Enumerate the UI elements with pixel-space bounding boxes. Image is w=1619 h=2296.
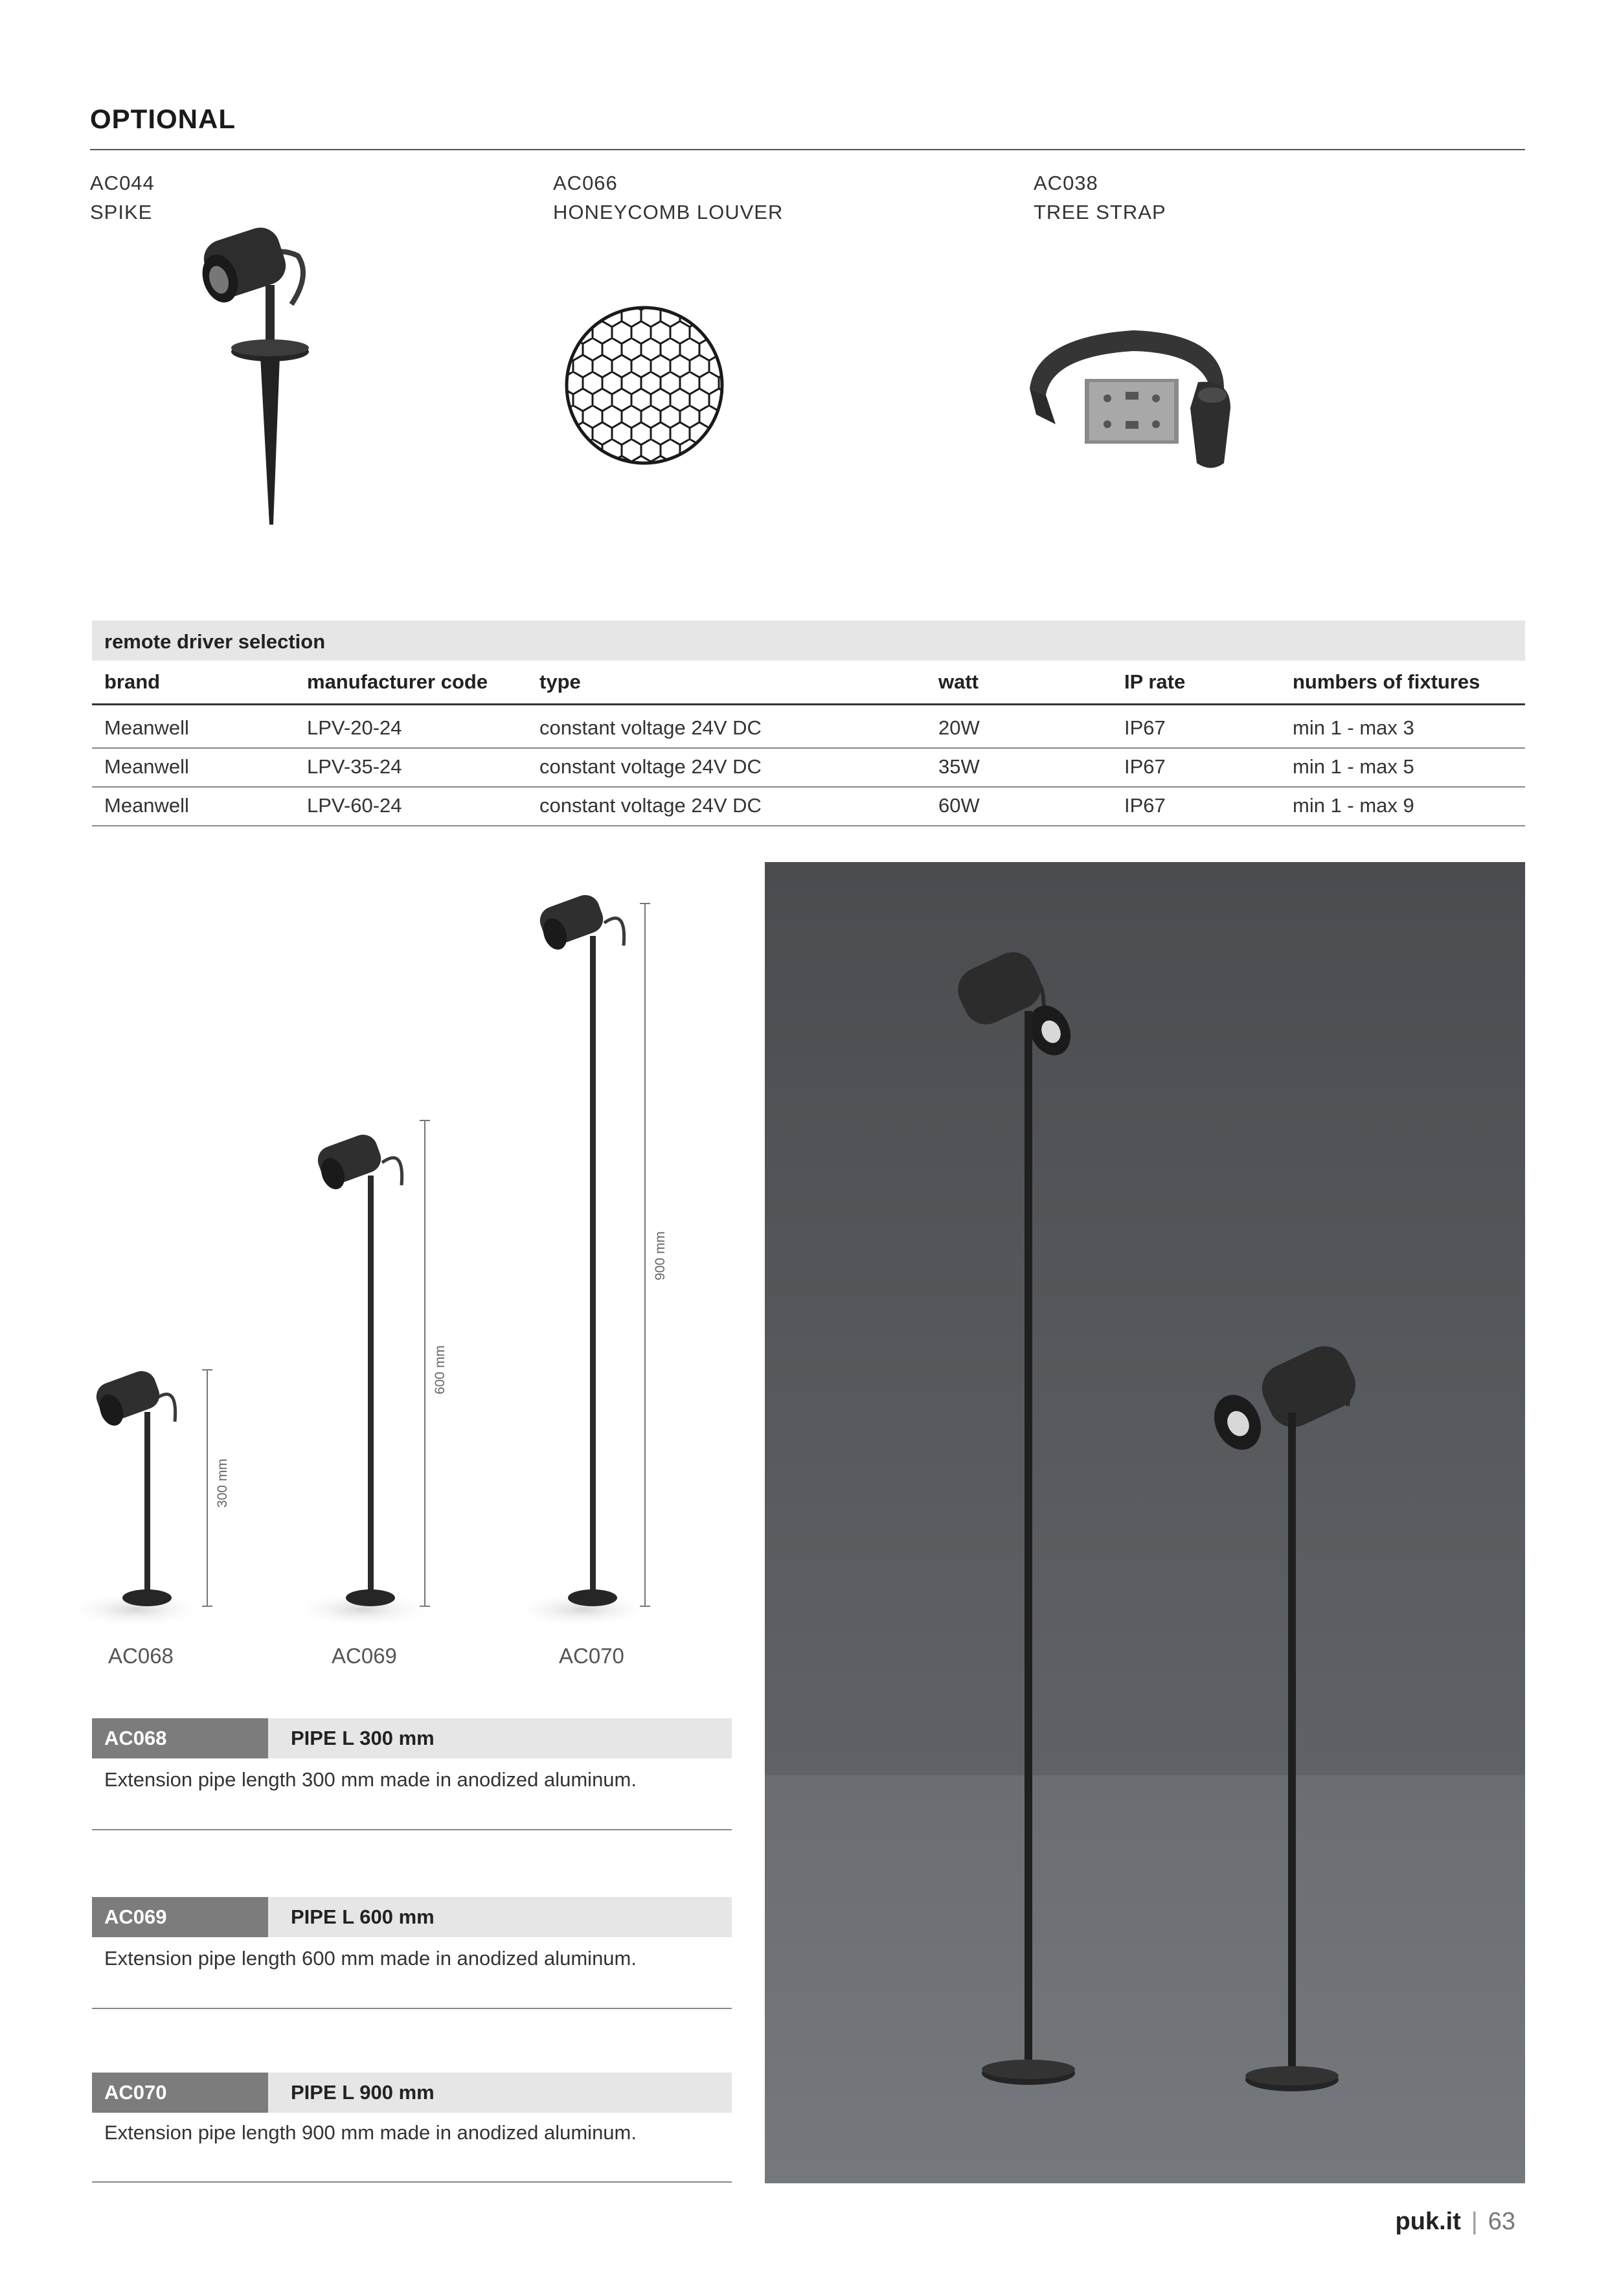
table-cell: IP67 xyxy=(1124,716,1166,739)
pipe-ac068-icon xyxy=(65,1367,207,1628)
table-cell: Meanwell xyxy=(104,794,189,817)
table-cell: min 1 - max 9 xyxy=(1293,794,1414,817)
accessory-name: SPIKE xyxy=(90,201,153,223)
product-photo xyxy=(765,862,1525,2183)
column-header-watt: watt xyxy=(938,670,979,693)
section-title: OPTIONAL xyxy=(90,104,236,134)
spec-description: Extension pipe length 900 mm made in anodized aluminum. xyxy=(104,2121,637,2144)
accessory-name: TREE STRAP xyxy=(1034,201,1166,223)
dimension-label: 600 mm xyxy=(432,1345,447,1394)
pipe-label: AC069 xyxy=(332,1644,397,1668)
table-cell: 20W xyxy=(938,716,980,739)
spec-description: Extension pipe length 300 mm made in anodized aluminum. xyxy=(104,1768,637,1791)
table-cell: IP67 xyxy=(1124,755,1166,778)
accessory-code: AC066 xyxy=(553,172,618,194)
table-caption: remote driver selection xyxy=(104,630,326,653)
table-row-rule xyxy=(92,825,1525,826)
spec-code: AC068 xyxy=(92,1718,268,1758)
column-header-manufacturer-code: manufacturer code xyxy=(307,670,488,693)
pipe-label: AC068 xyxy=(108,1644,174,1668)
page-number: 63 xyxy=(1488,2208,1515,2235)
table-header-rule xyxy=(92,703,1525,705)
accessory-name: HONEYCOMB LOUVER xyxy=(553,201,784,223)
table-cell: constant voltage 24V DC xyxy=(539,755,762,778)
table-row-rule xyxy=(92,786,1525,788)
spec-divider xyxy=(92,1829,732,1830)
table-cell: LPV-35-24 xyxy=(307,755,402,778)
footer-site-link[interactable]: puk.it xyxy=(1395,2208,1461,2235)
footer-separator: | xyxy=(1471,2208,1478,2235)
spec-divider xyxy=(92,2181,732,2183)
column-header-type: type xyxy=(539,670,581,693)
spec-title: PIPE L 900 mm xyxy=(268,2073,732,2113)
table-cell: IP67 xyxy=(1124,794,1166,817)
pipe-ac070-icon xyxy=(512,894,654,1628)
spec-title: PIPE L 600 mm xyxy=(268,1897,732,1937)
dimension-label: 900 mm xyxy=(652,1231,668,1280)
table-cell: Meanwell xyxy=(104,716,189,739)
table-row-rule xyxy=(92,747,1525,749)
accessory-code: AC038 xyxy=(1034,172,1098,194)
pipe-lengths-illustration xyxy=(58,894,725,1645)
spec-code: AC069 xyxy=(92,1897,268,1937)
pipe-ac069-icon xyxy=(291,1131,434,1628)
spike-lamp-icon xyxy=(181,220,337,531)
dimension-label: 300 mm xyxy=(214,1459,230,1508)
spec-description: Extension pipe length 600 mm made in anodized aluminum. xyxy=(104,1947,637,1970)
table-cell: min 1 - max 5 xyxy=(1293,755,1414,778)
column-header-fixtures: numbers of fixtures xyxy=(1293,670,1480,693)
table-cell: LPV-20-24 xyxy=(307,716,402,739)
table-cell: constant voltage 24V DC xyxy=(539,716,762,739)
table-cell: 35W xyxy=(938,755,980,778)
tree-strap-icon xyxy=(1017,311,1250,473)
table-cell: constant voltage 24V DC xyxy=(539,794,762,817)
column-header-brand: brand xyxy=(104,670,161,693)
table-cell: LPV-60-24 xyxy=(307,794,402,817)
pipe-label: AC070 xyxy=(559,1644,624,1668)
section-divider xyxy=(90,149,1525,150)
spec-title: PIPE L 300 mm xyxy=(268,1718,732,1758)
table-cell: Meanwell xyxy=(104,755,189,778)
spec-code: AC070 xyxy=(92,2073,268,2113)
page-footer xyxy=(1396,2208,1515,2236)
column-header-ip-rate: IP rate xyxy=(1124,670,1186,693)
accessory-code: AC044 xyxy=(90,172,155,194)
honeycomb-louver-icon xyxy=(563,304,725,466)
table-cell: 60W xyxy=(938,794,980,817)
table-cell: min 1 - max 3 xyxy=(1293,716,1414,739)
spec-divider xyxy=(92,2008,732,2009)
